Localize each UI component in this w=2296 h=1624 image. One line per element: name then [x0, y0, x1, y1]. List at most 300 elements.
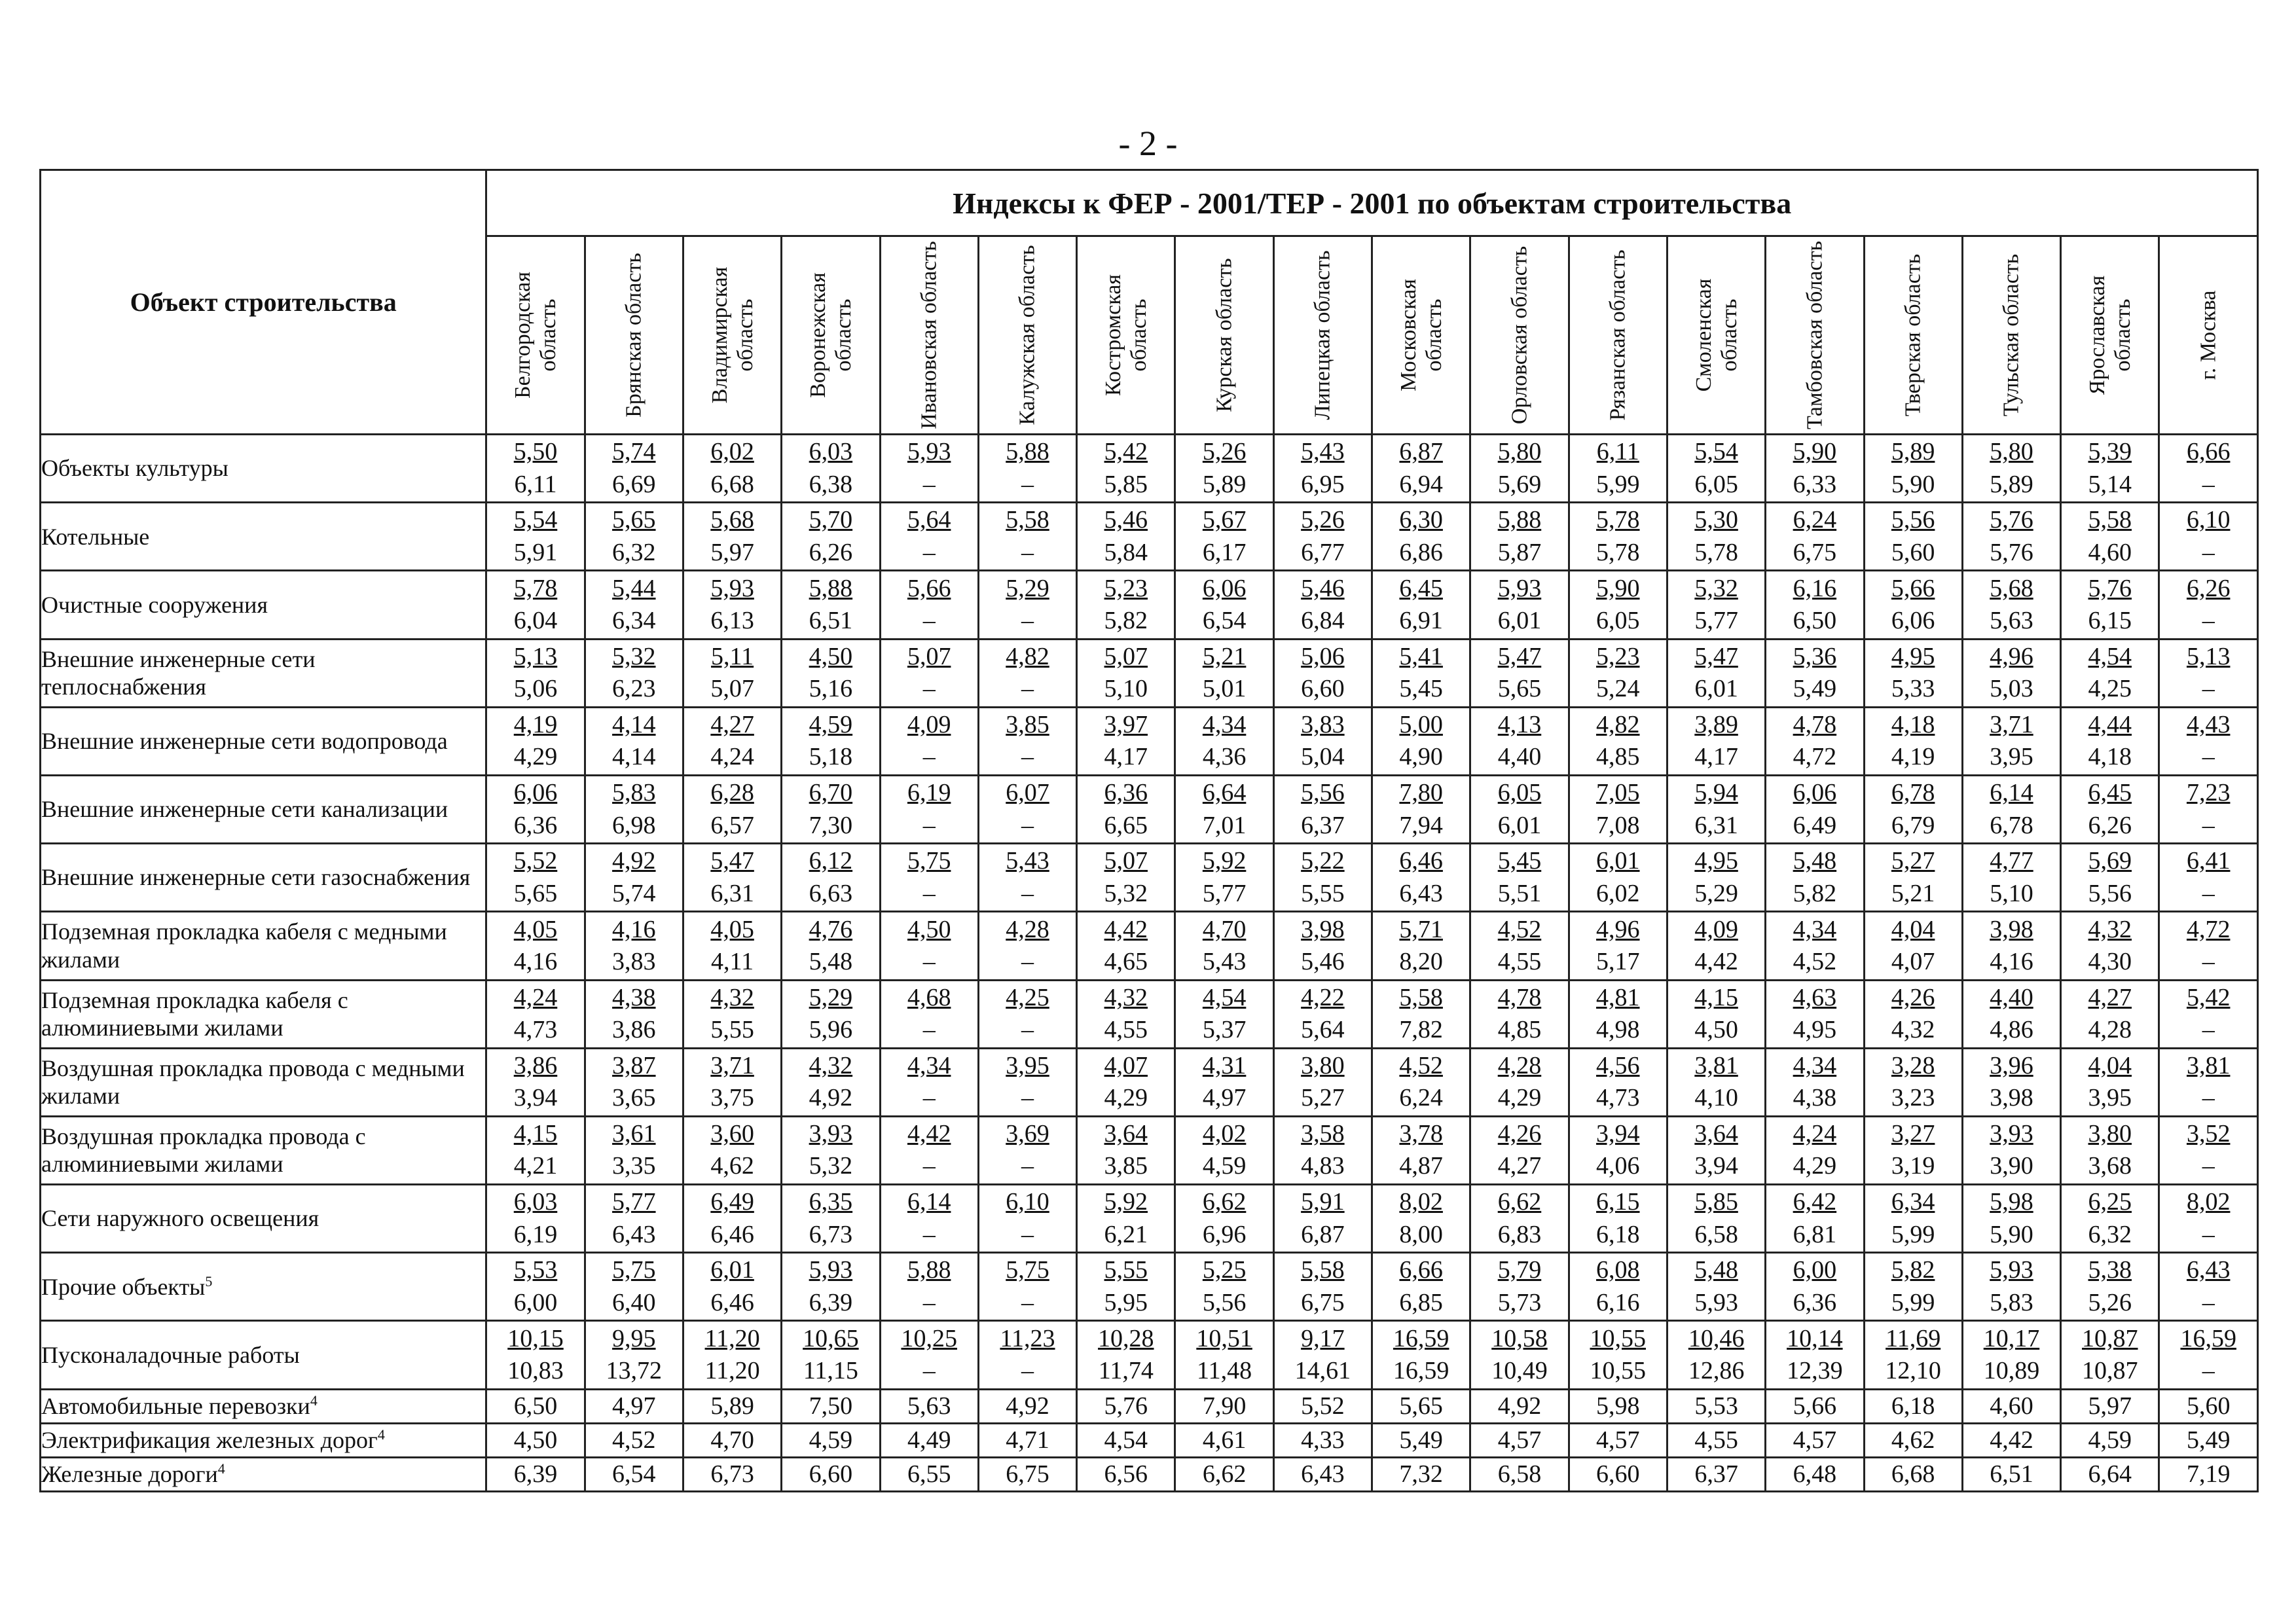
fer-index-value: 6,03: [513, 1188, 558, 1216]
ter-index-value: 5,10: [1104, 675, 1148, 703]
value-cell: [2159, 1253, 2258, 1321]
ter-index-value: –: [1021, 1152, 1034, 1180]
value-cell: [1077, 1185, 1175, 1253]
fer-index-value: 3,87: [612, 1051, 656, 1079]
value-cell: [1667, 1253, 1765, 1321]
fer-index-value: 5,23: [1596, 642, 1640, 670]
index-value: 4,70: [683, 1423, 781, 1457]
ter-index-value: 4,17: [1104, 743, 1148, 771]
ter-index-value: –: [922, 606, 936, 634]
fer-index-value: 6,11: [1596, 438, 1639, 466]
value-cell: [1962, 1185, 2060, 1253]
fer-index-value: 4,09: [1694, 915, 1738, 943]
index-value: 6,37: [1667, 1457, 1765, 1491]
row-label-text: Пусконаладочные работы: [41, 1341, 300, 1368]
value-cell: [486, 707, 585, 775]
value-cell: [1077, 775, 1175, 843]
value-cell: [1470, 503, 1569, 571]
ter-index-value: 5,46: [1301, 947, 1345, 975]
table-row: [41, 503, 2258, 571]
row-label: [41, 1185, 486, 1253]
fer-index-value: 10,15: [507, 1324, 564, 1352]
ter-index-value: 6,00: [513, 1288, 558, 1316]
value-cell: [585, 707, 683, 775]
fer-index-value: 5,88: [1497, 506, 1542, 534]
fer-index-value: 5,32: [612, 642, 656, 670]
fer-index-value: 4,05: [710, 915, 754, 943]
ter-index-value: 6,34: [612, 606, 656, 634]
value-cell: [880, 1048, 978, 1116]
fer-index-value: 5,42: [1104, 438, 1148, 466]
fer-index-value: 4,44: [2088, 710, 2132, 738]
fer-index-value: 7,05: [1596, 779, 1640, 807]
index-value: 4,57: [1470, 1423, 1569, 1457]
ter-index-value: 6,06: [1891, 606, 1935, 634]
ter-index-value: 4,92: [809, 1084, 853, 1112]
row-label: [41, 1321, 486, 1389]
fer-index-value: 6,12: [809, 847, 853, 875]
ter-index-value: –: [922, 1084, 936, 1112]
fer-index-value: 5,83: [612, 779, 656, 807]
fer-index-value: 5,36: [1793, 642, 1837, 670]
value-cell: [1667, 1321, 1765, 1389]
value-cell: [978, 1185, 1076, 1253]
value-cell: [2061, 1185, 2159, 1253]
ter-index-value: 4,52: [1793, 947, 1837, 975]
fer-index-value: 3,89: [1694, 710, 1738, 738]
value-cell: [1766, 980, 1864, 1048]
fer-index-value: 3,95: [1006, 1051, 1049, 1079]
ter-index-value: 5,03: [1990, 675, 2033, 703]
ter-index-value: 5,82: [1104, 606, 1148, 634]
index-value: 5,63: [880, 1389, 978, 1423]
fer-index-value: 4,22: [1301, 983, 1345, 1011]
index-value: 4,42: [1962, 1423, 2060, 1457]
value-cell: [486, 844, 585, 912]
ter-index-value: 5,90: [1990, 1220, 2033, 1248]
value-cell: [1372, 503, 1470, 571]
fer-index-value: 3,83: [1301, 710, 1345, 738]
fer-index-value: 5,13: [513, 642, 558, 670]
fer-index-value: 5,93: [1497, 574, 1542, 602]
region-label: Московская область: [1396, 279, 1446, 391]
index-value: 7,32: [1372, 1457, 1470, 1491]
fer-index-value: 4,34: [1793, 915, 1837, 943]
fer-index-value: 3,61: [612, 1120, 656, 1148]
fer-index-value: 6,36: [1104, 779, 1148, 807]
ter-index-value: –: [2202, 743, 2215, 771]
fer-index-value: 5,44: [612, 574, 656, 602]
ter-index-value: –: [1021, 1357, 1034, 1385]
region-label: Тульская область: [1999, 253, 2024, 417]
ter-index-value: 5,27: [1301, 1084, 1345, 1112]
fer-index-value: 5,58: [1006, 506, 1049, 534]
value-cell: [1273, 435, 1372, 503]
ter-index-value: 5,32: [809, 1152, 853, 1180]
value-cell: [1273, 980, 1372, 1048]
value-cell: [1864, 1321, 1962, 1389]
ter-index-value: 4,55: [1104, 1016, 1148, 1044]
index-value: 4,71: [978, 1423, 1076, 1457]
fer-index-value: 5,39: [2088, 438, 2132, 466]
ter-index-value: 5,49: [1793, 675, 1837, 703]
ter-index-value: –: [1021, 470, 1034, 498]
ter-index-value: 4,10: [1694, 1084, 1738, 1112]
ter-index-value: 6,19: [513, 1220, 558, 1248]
fer-index-value: 4,70: [1202, 915, 1247, 943]
row-label: [41, 1457, 486, 1491]
ter-index-value: 11,20: [704, 1357, 760, 1385]
ter-index-value: 5,32: [1104, 879, 1148, 907]
value-cell: [1962, 775, 2060, 843]
ter-index-value: 6,63: [809, 879, 853, 907]
fer-index-value: 3,64: [1104, 1120, 1148, 1148]
fer-index-value: 4,27: [710, 710, 754, 738]
fer-index-value: 4,40: [1990, 983, 2033, 1011]
row-label-text: Внешние инженерные сети теплоснабжения: [41, 645, 316, 700]
fer-index-value: 6,45: [1399, 574, 1443, 602]
row-label: [41, 775, 486, 843]
fer-index-value: 10,55: [1590, 1324, 1647, 1352]
region-header: [782, 236, 880, 435]
ter-index-value: 3,75: [710, 1084, 754, 1112]
fer-index-value: 6,41: [2186, 847, 2231, 875]
fer-index-value: 5,38: [2088, 1256, 2132, 1284]
ter-index-value: –: [1021, 675, 1034, 703]
ter-index-value: 4,72: [1793, 743, 1837, 771]
value-cell: [1569, 912, 1667, 980]
fer-index-value: 6,06: [1793, 779, 1837, 807]
fer-index-value: 5,75: [907, 847, 951, 875]
region-header: [683, 236, 781, 435]
ter-index-value: 5,78: [1694, 538, 1738, 566]
ter-index-value: 6,33: [1793, 470, 1837, 498]
ter-index-value: 5,06: [513, 675, 558, 703]
fer-index-value: 3,71: [1990, 710, 2033, 738]
ter-index-value: 6,85: [1399, 1288, 1443, 1316]
value-cell: [2159, 844, 2258, 912]
fer-index-value: 4,50: [907, 915, 951, 943]
index-value: 7,50: [782, 1389, 880, 1423]
region-label: Рязанская область: [1605, 249, 1630, 421]
value-cell: [1175, 435, 1273, 503]
value-cell: [1667, 571, 1765, 639]
fer-index-value: 4,13: [1497, 710, 1542, 738]
ter-index-value: 4,90: [1399, 743, 1443, 771]
value-cell: [1077, 1116, 1175, 1184]
ter-index-value: 6,16: [1596, 1288, 1640, 1316]
value-cell: [683, 912, 781, 980]
value-cell: [2159, 775, 2258, 843]
ter-index-value: 5,77: [1694, 606, 1738, 634]
value-cell: [1569, 980, 1667, 1048]
ter-index-value: 4,11: [711, 947, 754, 975]
ter-index-value: 6,21: [1104, 1220, 1148, 1248]
fer-index-value: 4,04: [2088, 1051, 2132, 1079]
fer-index-value: 5,48: [1793, 847, 1837, 875]
ter-index-value: –: [1021, 538, 1034, 566]
object-column-header: Объект строительства: [41, 170, 486, 435]
ter-index-value: 4,38: [1793, 1084, 1837, 1112]
page-number: - 2 -: [1118, 124, 1178, 163]
row-label: [41, 639, 486, 707]
fer-index-value: 4,32: [809, 1051, 853, 1079]
fer-index-value: 6,16: [1793, 574, 1837, 602]
value-cell: [1273, 1185, 1372, 1253]
value-cell: [1569, 1321, 1667, 1389]
value-cell: [486, 1048, 585, 1116]
fer-index-value: 5,43: [1006, 847, 1049, 875]
ter-index-value: –: [1021, 743, 1034, 771]
ter-index-value: 5,83: [1990, 1288, 2033, 1316]
value-cell: [1077, 912, 1175, 980]
value-cell: [1273, 503, 1372, 571]
fer-index-value: 4,82: [1006, 642, 1049, 670]
fer-index-value: 5,93: [1990, 1256, 2033, 1284]
fer-index-value: 6,25: [2088, 1188, 2132, 1216]
ter-index-value: 12,86: [1688, 1357, 1745, 1385]
index-value: 6,56: [1077, 1457, 1175, 1491]
fer-index-value: 6,46: [1399, 847, 1443, 875]
fer-index-value: 5,58: [1399, 983, 1443, 1011]
fer-index-value: 4,54: [2088, 642, 2132, 670]
region-label: Ярославская область: [2085, 275, 2135, 395]
ter-index-value: 4,36: [1202, 743, 1247, 771]
ter-index-value: 3,85: [1104, 1152, 1148, 1180]
value-cell: [1273, 1321, 1372, 1389]
fer-index-value: 4,15: [513, 1120, 558, 1148]
ter-index-value: 10,55: [1590, 1357, 1647, 1385]
value-cell: [585, 844, 683, 912]
fer-index-value: 3,93: [1990, 1120, 2033, 1148]
value-cell: [978, 435, 1076, 503]
value-cell: [1470, 1185, 1569, 1253]
fer-index-value: 3,96: [1990, 1051, 2033, 1079]
fer-index-value: 5,93: [710, 574, 754, 602]
ter-index-value: 5,78: [1596, 538, 1640, 566]
fer-index-value: 6,10: [2186, 506, 2231, 534]
value-cell: [1372, 912, 1470, 980]
ter-index-value: –: [922, 1152, 936, 1180]
ter-index-value: 5,48: [809, 947, 853, 975]
value-cell: [1470, 844, 1569, 912]
ter-index-value: 7,94: [1399, 811, 1443, 839]
region-header: [1175, 236, 1273, 435]
value-cell: [978, 639, 1076, 707]
fer-index-value: 6,45: [2088, 779, 2132, 807]
value-cell: [1273, 1048, 1372, 1116]
fer-index-value: 4,34: [1793, 1051, 1837, 1079]
ter-index-value: 5,74: [612, 879, 656, 907]
ter-index-value: 5,17: [1596, 947, 1640, 975]
ter-index-value: –: [2202, 947, 2215, 975]
index-value: 4,52: [585, 1423, 683, 1457]
ter-index-value: 6,96: [1202, 1220, 1247, 1248]
value-cell: [1766, 1185, 1864, 1253]
ter-index-value: 5,99: [1596, 470, 1640, 498]
value-cell: [585, 1116, 683, 1184]
index-value: 6,54: [585, 1457, 683, 1491]
value-cell: [978, 1321, 1076, 1389]
index-value: 6,48: [1766, 1457, 1864, 1491]
fer-index-value: 5,22: [1301, 847, 1345, 875]
fer-index-value: 5,56: [1301, 779, 1345, 807]
fer-index-value: 6,62: [1497, 1188, 1542, 1216]
ter-index-value: 5,69: [1497, 470, 1542, 498]
value-cell: [585, 1185, 683, 1253]
index-value: 6,51: [1962, 1457, 2060, 1491]
value-cell: [2159, 912, 2258, 980]
ter-index-value: –: [2202, 1016, 2215, 1044]
fer-index-value: 4,52: [1497, 915, 1542, 943]
value-cell: [880, 775, 978, 843]
ter-index-value: –: [922, 1288, 936, 1316]
ter-index-value: –: [922, 1220, 936, 1248]
value-cell: [1175, 1253, 1273, 1321]
value-cell: [1077, 639, 1175, 707]
ter-index-value: 4,21: [513, 1152, 558, 1180]
fer-index-value: 3,93: [809, 1120, 853, 1148]
ter-index-value: 6,78: [1990, 811, 2033, 839]
ter-index-value: 3,98: [1990, 1084, 2033, 1112]
fer-index-value: 4,59: [809, 710, 853, 738]
fer-index-value: 5,77: [612, 1188, 656, 1216]
ter-index-value: 6,04: [513, 606, 558, 634]
value-cell: [880, 1253, 978, 1321]
ter-index-value: –: [1021, 1016, 1034, 1044]
region-label: Ивановская область: [917, 241, 941, 429]
value-cell: [585, 639, 683, 707]
ter-index-value: 4,85: [1596, 743, 1640, 771]
ter-index-value: 3,95: [1990, 743, 2033, 771]
fer-index-value: 4,42: [1104, 915, 1148, 943]
fer-index-value: 4,52: [1399, 1051, 1443, 1079]
index-value: 4,57: [1766, 1423, 1864, 1457]
value-cell: [1864, 571, 1962, 639]
fer-index-value: 5,98: [1990, 1188, 2033, 1216]
ter-index-value: –: [922, 675, 936, 703]
ter-index-value: 4,87: [1399, 1152, 1443, 1180]
value-cell: [2159, 707, 2258, 775]
row-label: [41, 503, 486, 571]
ter-index-value: 6,13: [710, 606, 754, 634]
fer-index-value: 6,87: [1399, 438, 1443, 466]
ter-index-value: 6,17: [1202, 538, 1247, 566]
fer-index-value: 5,43: [1301, 438, 1345, 466]
ter-index-value: –: [922, 470, 936, 498]
ter-index-value: 5,99: [1891, 1220, 1935, 1248]
value-cell: [1667, 435, 1765, 503]
value-cell: [1667, 707, 1765, 775]
value-cell: [880, 844, 978, 912]
value-cell: [1766, 1321, 1864, 1389]
fer-index-value: 4,31: [1202, 1051, 1247, 1079]
fer-index-value: 4,34: [907, 1051, 951, 1079]
region-header: [1962, 236, 2060, 435]
fer-index-value: 4,78: [1793, 710, 1837, 738]
row-label: [41, 1253, 486, 1321]
ter-index-value: 3,19: [1891, 1152, 1935, 1180]
fer-index-value: 4,95: [1891, 642, 1935, 670]
ter-index-value: –: [2202, 1152, 2215, 1180]
index-value: 4,59: [782, 1423, 880, 1457]
ter-index-value: 6,79: [1891, 811, 1935, 839]
row-label-text: Котельные: [41, 523, 150, 550]
fer-index-value: 5,90: [1793, 438, 1837, 466]
value-cell: [782, 1048, 880, 1116]
value-cell: [1077, 571, 1175, 639]
value-cell: [1569, 503, 1667, 571]
ter-index-value: 6,38: [809, 470, 853, 498]
fer-index-value: 5,78: [513, 574, 558, 602]
fer-index-value: 6,14: [1990, 779, 2033, 807]
value-cell: [978, 707, 1076, 775]
ter-index-value: 4,29: [1497, 1084, 1542, 1112]
ter-index-value: 11,15: [803, 1357, 858, 1385]
ter-index-value: 4,73: [1596, 1084, 1640, 1112]
fer-index-value: 5,68: [1990, 574, 2033, 602]
fer-index-value: 5,07: [907, 642, 951, 670]
fer-index-value: 5,85: [1694, 1188, 1738, 1216]
fer-index-value: 6,64: [1202, 779, 1247, 807]
fer-index-value: 5,50: [513, 438, 558, 466]
value-cell: [978, 844, 1076, 912]
fer-index-value: 5,26: [1301, 506, 1345, 534]
ter-index-value: 4,32: [1891, 1016, 1935, 1044]
fer-index-value: 16,59: [2180, 1324, 2236, 1352]
ter-index-value: 5,91: [513, 538, 558, 566]
fer-index-value: 3,71: [710, 1051, 754, 1079]
fer-index-value: 5,79: [1497, 1256, 1542, 1284]
fer-index-value: 3,52: [2186, 1120, 2231, 1148]
ter-index-value: 4,06: [1596, 1152, 1640, 1180]
ter-index-value: 5,64: [1301, 1016, 1345, 1044]
value-cell: [2159, 571, 2258, 639]
index-value: 4,57: [1569, 1423, 1667, 1457]
value-cell: [1175, 1048, 1273, 1116]
value-cell: [683, 844, 781, 912]
ter-index-value: 5,14: [2088, 470, 2132, 498]
row-label-text: Железные дороги: [41, 1461, 218, 1488]
value-cell: [1766, 912, 1864, 980]
fer-index-value: 10,46: [1688, 1324, 1745, 1352]
fer-index-value: 6,03: [809, 438, 853, 466]
value-cell: [1766, 844, 1864, 912]
index-value: 5,49: [2159, 1423, 2258, 1457]
value-cell: [1864, 707, 1962, 775]
table-row: [41, 844, 2258, 912]
ter-index-value: 5,55: [710, 1016, 754, 1044]
ter-index-value: 6,01: [1497, 811, 1542, 839]
index-value: 6,73: [683, 1457, 781, 1491]
region-header: [1667, 236, 1765, 435]
table-row: [41, 707, 2258, 775]
table-body: [41, 435, 2258, 1492]
ter-index-value: 5,73: [1497, 1288, 1542, 1316]
ter-index-value: 4,59: [1202, 1152, 1247, 1180]
value-cell: [1372, 844, 1470, 912]
value-cell: [486, 503, 585, 571]
fer-index-value: 5,46: [1104, 506, 1148, 534]
ter-index-value: 5,65: [513, 879, 558, 907]
index-value: 7,90: [1175, 1389, 1273, 1423]
row-label-text: Внешние инженерные сети канализации: [41, 796, 448, 823]
value-cell: [782, 503, 880, 571]
fer-index-value: 6,78: [1891, 779, 1935, 807]
value-cell: [1569, 435, 1667, 503]
index-value: 5,98: [1569, 1389, 1667, 1423]
ter-index-value: 6,15: [2088, 606, 2132, 634]
